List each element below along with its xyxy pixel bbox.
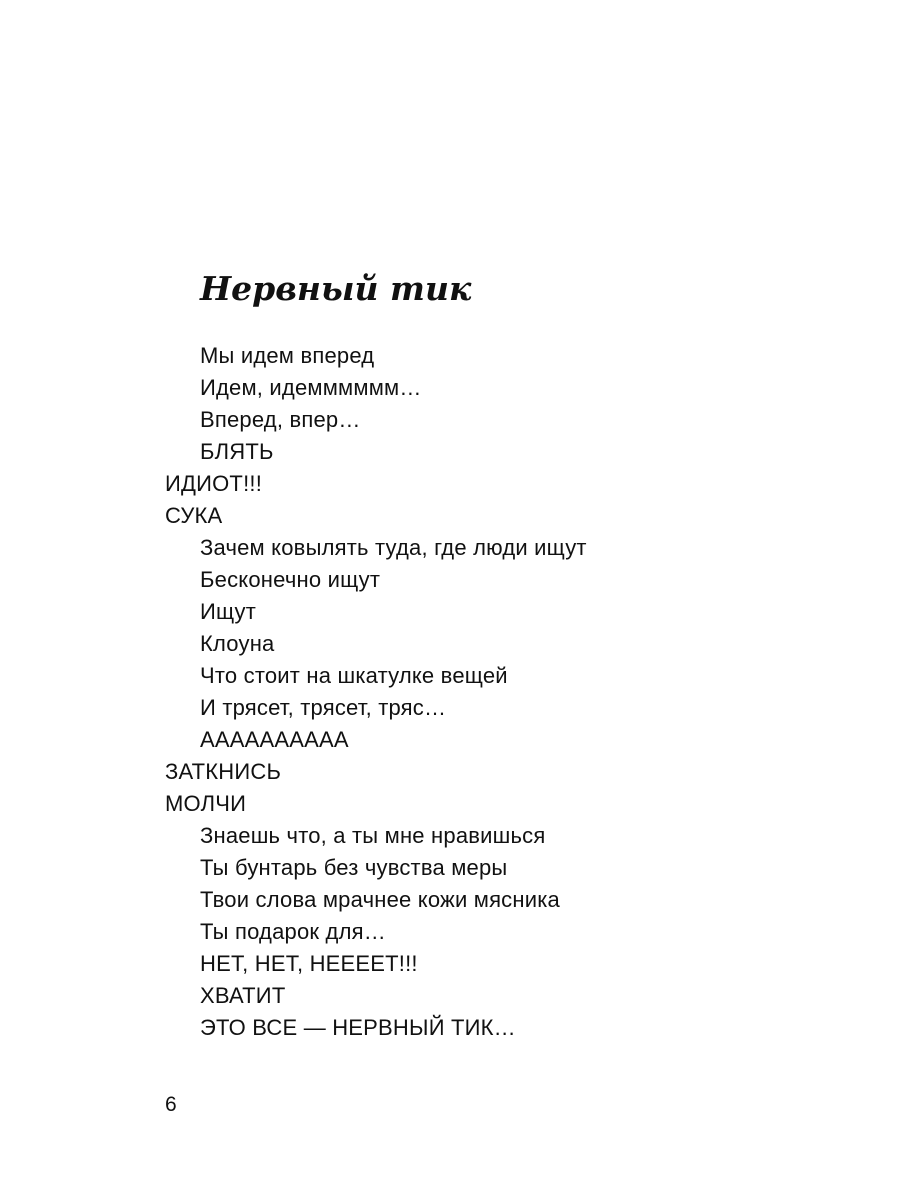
poem-line: Бесконечно ищут (200, 567, 381, 592)
poem-line: Знаешь что, а ты мне нравишься (200, 823, 546, 848)
poem-line: Ты подарок для… (200, 919, 386, 944)
poem-line: И трясет, трясет, тряс… (200, 695, 447, 720)
poem-line: Клоуна (200, 631, 275, 656)
poem-line: Идем, идемммммм… (200, 375, 422, 400)
poem-line: Мы идем вперед (200, 343, 375, 368)
poem-line: ХВАТИТ (200, 983, 286, 1008)
poem-line: ИДИОТ!!! (165, 471, 263, 496)
poem-line: БЛЯТЬ (200, 439, 274, 464)
poem-line: Вперед, впер… (200, 407, 361, 432)
poem-line: Ищут (200, 599, 257, 624)
poem-line: АААААААААА (200, 727, 349, 752)
poem-line: Что стоит на шкатулке вещей (200, 663, 508, 688)
poem-title: Нервный тик (200, 269, 472, 308)
poem-line: ЭТО ВСЕ — НЕРВНЫЙ ТИК… (200, 1015, 516, 1040)
poem-line: Твои слова мрачнее кожи мясника (200, 887, 560, 912)
poem-line: Зачем ковылять туда, где люди ищут (200, 535, 587, 560)
poem-line: ЗАТКНИСЬ (165, 759, 282, 784)
page-number: 6 (165, 1093, 177, 1116)
poem-line: МОЛЧИ (165, 791, 247, 816)
poem-line: СУКА (165, 503, 223, 528)
poem-line: Ты бунтарь без чувства меры (200, 855, 508, 880)
poem-line: НЕТ, НЕТ, НЕЕЕЕТ!!! (200, 951, 418, 976)
